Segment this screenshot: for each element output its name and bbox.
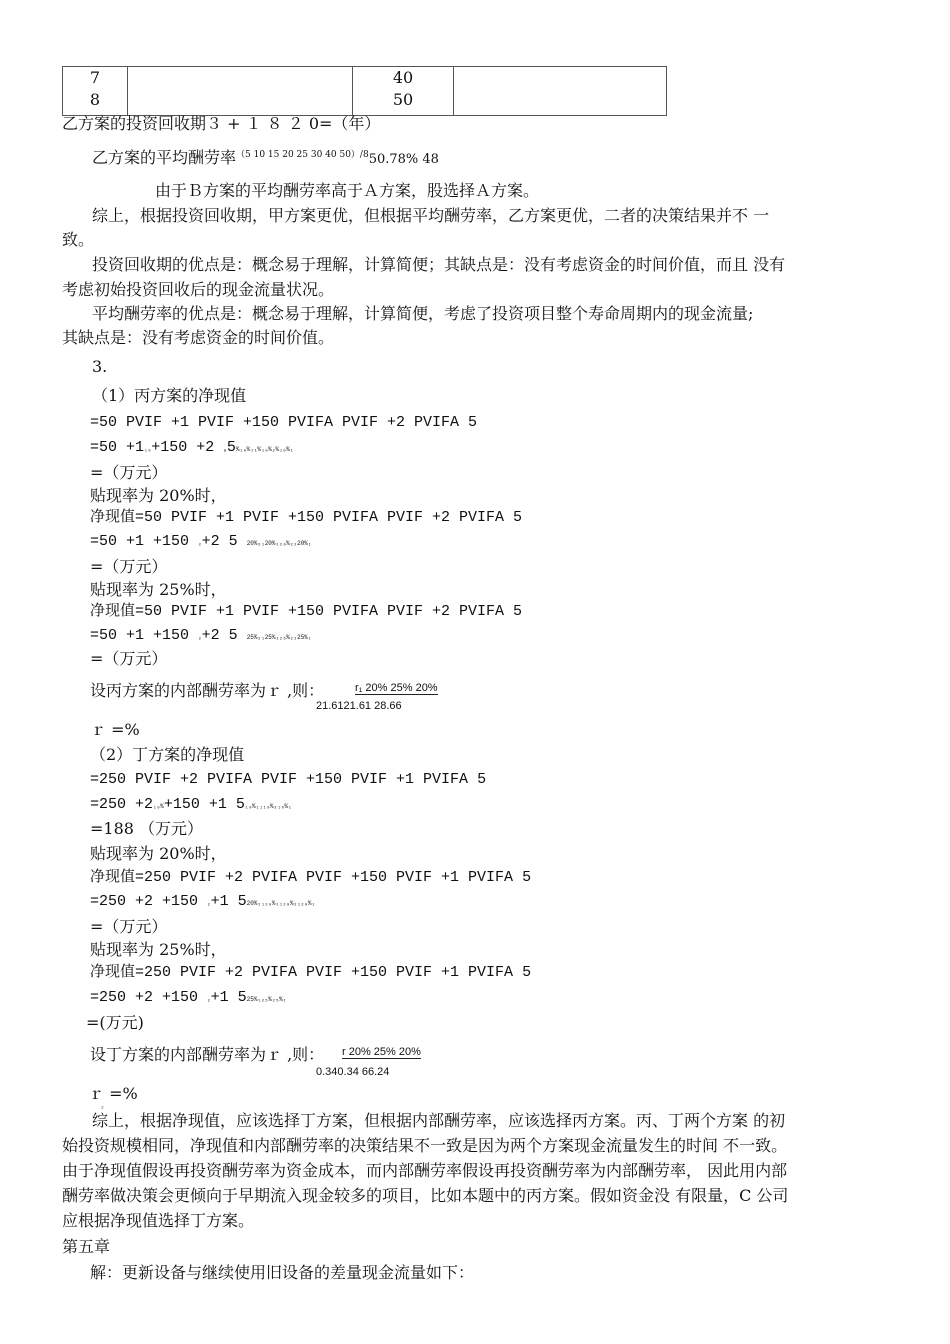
text-line: 由于Ｂ方案的平均酬劳率高于Ａ方案，股选择Ａ方案。 (155, 181, 540, 200)
formula-part: =50 +1 +150 (90, 627, 190, 644)
formula-subscript: 20%₂₁20%₁₂₀%₂₂20%₁ (246, 540, 312, 547)
formula-line: 净现值=50 PVIF +1 PVIF +150 PVIFA PVIF +2 PVIFA 5 (90, 509, 523, 526)
text-line: =（万元） (90, 649, 168, 668)
formula-subscript: ₁₀% (153, 803, 164, 810)
formula-part: =50 +1 (90, 439, 145, 456)
table-row (63, 67, 667, 116)
text-line: 贴现率为 25%时， (90, 580, 227, 599)
text-line: 贴现率为 25%时， (90, 940, 227, 959)
text-line: 投资回收期的优点是：概念易于理解，计算简便；其缺点是：没有考虑资金的时间价值，而且 没有 (92, 255, 786, 274)
formula-line: 净现值=50 PVIF +1 PVIF +150 PVIFA PVIF +2 PVIFA 5 (90, 603, 523, 620)
formula-line: =50 PVIF +1 PVIF +150 PVIFA PVIF +2 PVIFA 5 (90, 414, 478, 431)
irr-fraction (342, 1046, 421, 1059)
section-heading: （2）丁方案的净现值 (90, 745, 245, 764)
section-heading: （1）丙方案的净现值 (92, 386, 247, 405)
formula-line: 净现值=250 PVIF +2 PVIFA PVIF +150 PVIF +1 PVIFA 5 (90, 964, 532, 981)
text-line: 平均酬劳率的优点是：概念易于理解，计算简便，考虑了投资项目整个寿命周期内的现金流量; (92, 304, 754, 323)
formula-subscript: ₁₀ (144, 446, 152, 453)
text-line: 其缺点是：没有考虑资金的时间价值。 (62, 328, 335, 347)
chapter-heading: 第五章 (62, 1237, 111, 1256)
text-line: =（万元） (90, 557, 168, 576)
formula-part: 5 (226, 439, 236, 456)
data-table (62, 66, 667, 116)
table-cell-empty (128, 67, 353, 116)
formula-subscript: 25%₂₁25%₁₂₅%₂₂25%₁ (246, 634, 312, 641)
formula-part: +150 +2 (151, 439, 215, 456)
irr-numerator: r 20% 25% 20% (342, 1046, 421, 1058)
formula-line (90, 795, 292, 817)
formula-part: +150 +1 5 (163, 796, 245, 813)
formula-part: +1 5 (210, 989, 247, 1006)
irr-fraction (355, 682, 438, 695)
text-line: 综上，根据投资回收期，甲方案更优，但根据平均酬劳率，乙方案更优，二者的决策结果并不 一 (92, 206, 770, 225)
formula-result: 50.78% 48 (368, 152, 439, 167)
formula-line (90, 988, 286, 1010)
formula-line (90, 892, 315, 914)
formula-line: 净现值=250 PVIF +2 PVIFA PVIF +150 PVIF +1 PVIFA 5 (90, 869, 532, 886)
table-cell-value: 40 50 (353, 67, 454, 116)
text-line (92, 145, 439, 170)
text-line: 考虑初始投资回收后的现金流量状况。 (62, 280, 335, 299)
formula-part: +2 5 (201, 533, 238, 550)
text-line: 3. (92, 357, 108, 376)
text-line: 酬劳率做决策会更倾向于早期流入现金较多的项目，比如本题中的丙方案。假如资金没 有限量，C 公司 (62, 1186, 789, 1205)
text-line: 解：更新设备与继续使用旧设备的差量现金流量如下： (90, 1263, 475, 1282)
formula-part: =250 +2 +150 (90, 989, 199, 1006)
text-line: =（万元） (90, 917, 168, 936)
formula-numerator: （5 10 15 20 25 30 40 50）/8 (236, 150, 369, 160)
text-line: 致。 (62, 230, 95, 249)
formula-part: =250 +2 +150 (90, 893, 199, 910)
text-line: 乙方案的投资回收期３ + １ ８ ２ 0=（年） (62, 114, 381, 133)
text-line: ｒ =% (88, 1084, 138, 1103)
formula-part: =50 +1 +150 (90, 533, 190, 550)
text-line: ｒ =% (90, 720, 140, 739)
text-line: 设丙方案的内部酬劳率为ｒ ,则： (90, 681, 325, 700)
text-line: 由于净现值假设再投资酬劳率为资金成本，而内部酬劳率假设再投资酬劳率为内部酬劳率， 因此用内部 (62, 1161, 788, 1180)
text-line: 贴现率为 20%时， (90, 844, 227, 863)
formula-subscript: ₂ (198, 634, 202, 641)
text-line: 贴现率为 20%时， (90, 486, 227, 505)
table-cell-empty (454, 67, 667, 116)
formula-line: =50 +1₁₀+150 +2 ₐ5%₁₀%₁₁%₁₀%₂%₁₀%₁ (90, 439, 294, 456)
irr-denominator: 0.340.34 66.24 (316, 1066, 390, 1078)
formula-part: =250 +2 (90, 796, 154, 813)
formula-subscript: ₂ (198, 540, 202, 547)
formula-line (90, 532, 312, 554)
text-line: 应根据净现值选择丁方案。 (62, 1211, 255, 1230)
formula-line (90, 626, 312, 648)
formula-subscript: %₁₀%₁₁%₁₀%₂%₁₀%₁ (235, 446, 294, 453)
formula-line: =250 PVIF +2 PVIFA PVIF +150 PVIF +1 PVIFA 5 (90, 771, 487, 788)
text-line: 始投资规模相同，净现值和内部酬劳率的决策结果不一致是因为两个方案现金流量发生的时间 不一致。 (62, 1136, 788, 1155)
formula-subscript: ₂ (207, 900, 211, 907)
text-span: 乙方案的平均酬劳率 (92, 148, 237, 167)
text-line: =（万元） (90, 463, 168, 482)
irr-numerator: r₁ 20% 25% 20% (355, 682, 438, 694)
formula-subscript: 20%₁₁₂₀%₁₁₂₀%₂₁₂₀%₁ (246, 900, 316, 907)
text-line: =188 （万元） (90, 819, 204, 838)
formula-subscript: ₂ (101, 1103, 104, 1110)
text-line: 设丁方案的内部酬劳率为ｒ ,则： (90, 1045, 325, 1064)
text-line: =(万元) (86, 1013, 144, 1032)
formula-subscript: ₂ (207, 996, 211, 1003)
formula-subscript: 25%₁₂₅%₂₅%₁ (246, 996, 287, 1003)
formula-part: +1 5 (210, 893, 247, 910)
table-cell-year: 7 8 (63, 67, 128, 116)
formula-subscript: ₁₀%₁₁₁₀%₂₁₀%₁ (244, 803, 292, 810)
irr-denominator: 21.6121.61 28.66 (316, 700, 402, 712)
text-line: 综上，根据净现值，应该选择丁方案，但根据内部酬劳率，应该选择丙方案。丙、丁两个方案 的初 (92, 1111, 786, 1130)
formula-part: +2 5 (201, 627, 238, 644)
